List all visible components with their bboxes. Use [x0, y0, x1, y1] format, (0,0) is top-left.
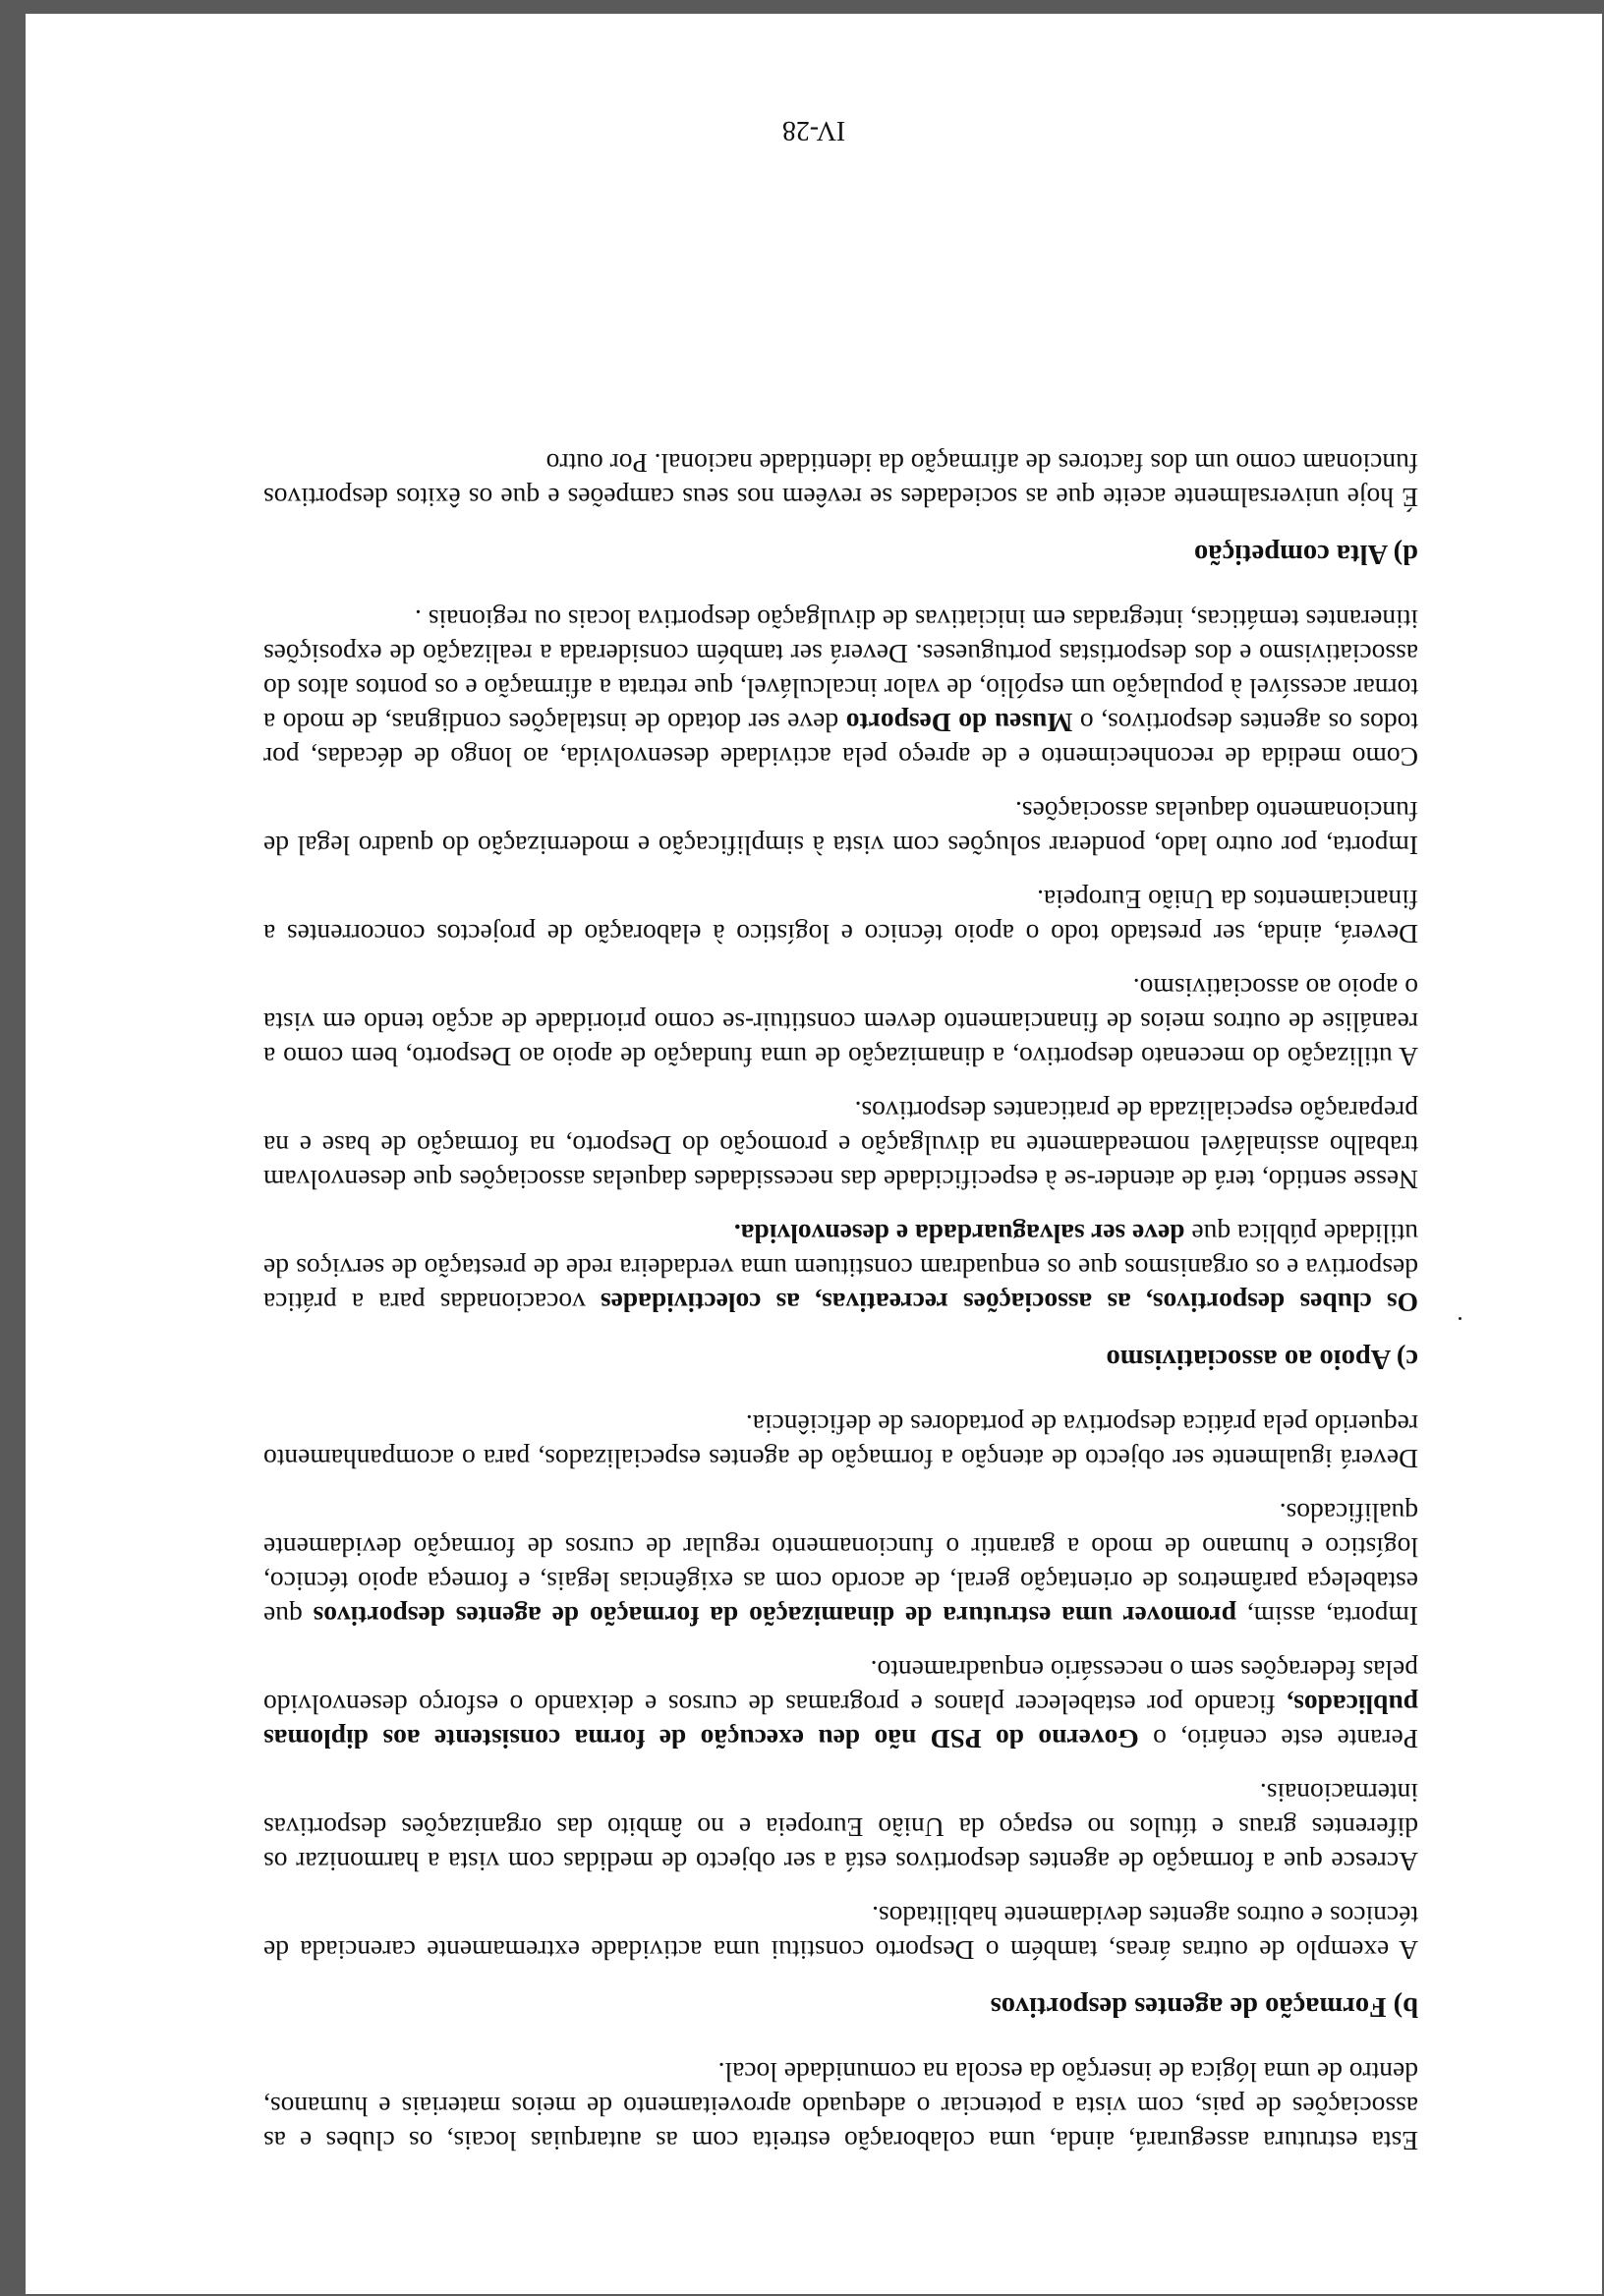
- text-run: Como medida de reconhecimento e de apreço pela actividade desenvolvida, ao longo de décadas, por todos os agentes desportivos, o: [263, 708, 1418, 773]
- text-run: ficando por estabelecer planos e programas de cursos e deixando o esforço desenvolvido pelas federações sem o necessário enquadramento.: [263, 1655, 1418, 1720]
- paragraph: Deverá, ainda, ser prestado todo o apoio técnico e logístico à elaboração de projectos concorrentes a financiamentos da União Europeia.: [263, 885, 1418, 949]
- text-run: Importa, assim,: [1235, 1601, 1418, 1632]
- body-text: [263, 427, 1418, 2158]
- bold-text-run: Governo do PSD não deu execução de forma consistente aos diplomas publicados,: [263, 1690, 1418, 1754]
- text-run: Perante este cenário, o: [1138, 1724, 1418, 1754]
- bold-text-run: deve ser salvaguardada e desenvolvida.: [733, 1219, 1185, 1249]
- page-content-rotated: [26, 14, 1602, 2294]
- scan-speck: [1459, 1317, 1461, 1320]
- text-run: vocacionadas para a prática desportiva e os organismos que os enquadram constituem uma verdadeira rede de prestação de serviços de utilidade pública que: [263, 1219, 1418, 1318]
- paragraph: [263, 1217, 1418, 1320]
- paragraph: [263, 1496, 1418, 1634]
- paragraph: Esta estrutura assegurará, ainda, uma colaboração estreita com as autarquias locais, os clubes e as associações de pais, com vista a potenciar o adequado aproveitamento de meios materiais e humanos, dentro de uma lógica de inserção da escola na comunidade local.: [263, 2057, 1418, 2156]
- paragraph: Importa, por outro lado, ponderar soluções com vista à simplificação e modernização do quadro legal de funcionamento daquelas associações.: [263, 796, 1418, 861]
- bold-text-run: Museu do Desporto: [845, 708, 1073, 738]
- text-run: deve ser dotado de instalações condignas, de modo a tornar acessível à população um espólio, de valor incalculável, que retrata a afirmação e os pontos altos do associativismo e dos desportistas portugueses. Deverá ser também considerada a realização de exposições itinerantes temáticas, integradas em iniciativas de divulgação desportiva locais ou regionais .: [262, 604, 1418, 738]
- paragraph: [263, 603, 1418, 775]
- paragraph: A utilização do mecenato desportivo, a dinamização de uma fundação de apoio ao Desporto, bem como a reanálise de outros meios de financiamento devem constituir-se como prioridade de acção tendo em vista o apoio ao associativismo.: [263, 973, 1418, 1072]
- paragraph: [263, 1653, 1418, 1756]
- section-heading-b: b) Formação de agentes desportivos: [990, 1991, 1418, 2022]
- bold-text-run: promover uma estrutura de dinamização da formação de agentes desportivos: [313, 1601, 1236, 1632]
- section-heading-d: d) Alta competição: [1194, 539, 1418, 569]
- page-number: IV-28: [781, 115, 846, 145]
- paragraph: A exemplo de outras áreas, também o Desporto constitui uma actividade extremamente carenciada de técnicos e outros agentes devidamente habilitados.: [263, 1901, 1418, 1966]
- paragraph: É hoje universalmente aceite que as sociedades se revêem nos seus campeões e que os êxitos desportivos funcionam como um dos factores de afirmação da identidade nacional. Por outro: [263, 448, 1418, 513]
- paragraph: Deverá igualmente ser objecto de atenção a formação de agentes especializados, para o acompanhamento requerido pela prática desportiva de portadores de deficiência.: [263, 1409, 1418, 1474]
- paragraph: Nesse sentido, terá de atender-se à especificidade das necessidades daquelas associações que desenvolvam trabalho assinalável nomeadamente na divulgação e promoção do Desporto, na formação de base e na preparação especializada de praticantes desportivos.: [263, 1096, 1418, 1195]
- paragraph: Acresce que a formação de agentes desportivos está a ser objecto de medidas com vista a harmonizar os diferentes graus e títulos no espaço da União Europeia e no âmbito das organizações desportivas internacionais.: [263, 1778, 1418, 1877]
- bold-text-run: Os clubes desportivos, as associações recreativas, as colectividades: [600, 1288, 1418, 1318]
- section-heading-c: c) Apoio ao associativismo: [1106, 1344, 1418, 1374]
- text-run: que estabeleça parâmetros de orientação geral, de acordo com as exigências legais, e forneça apoio técnico, logístico e humano de modo a garantir o funcionamento regular de cursos de formação devidamente qualificados.: [263, 1498, 1418, 1632]
- scanned-page: [26, 14, 1602, 2294]
